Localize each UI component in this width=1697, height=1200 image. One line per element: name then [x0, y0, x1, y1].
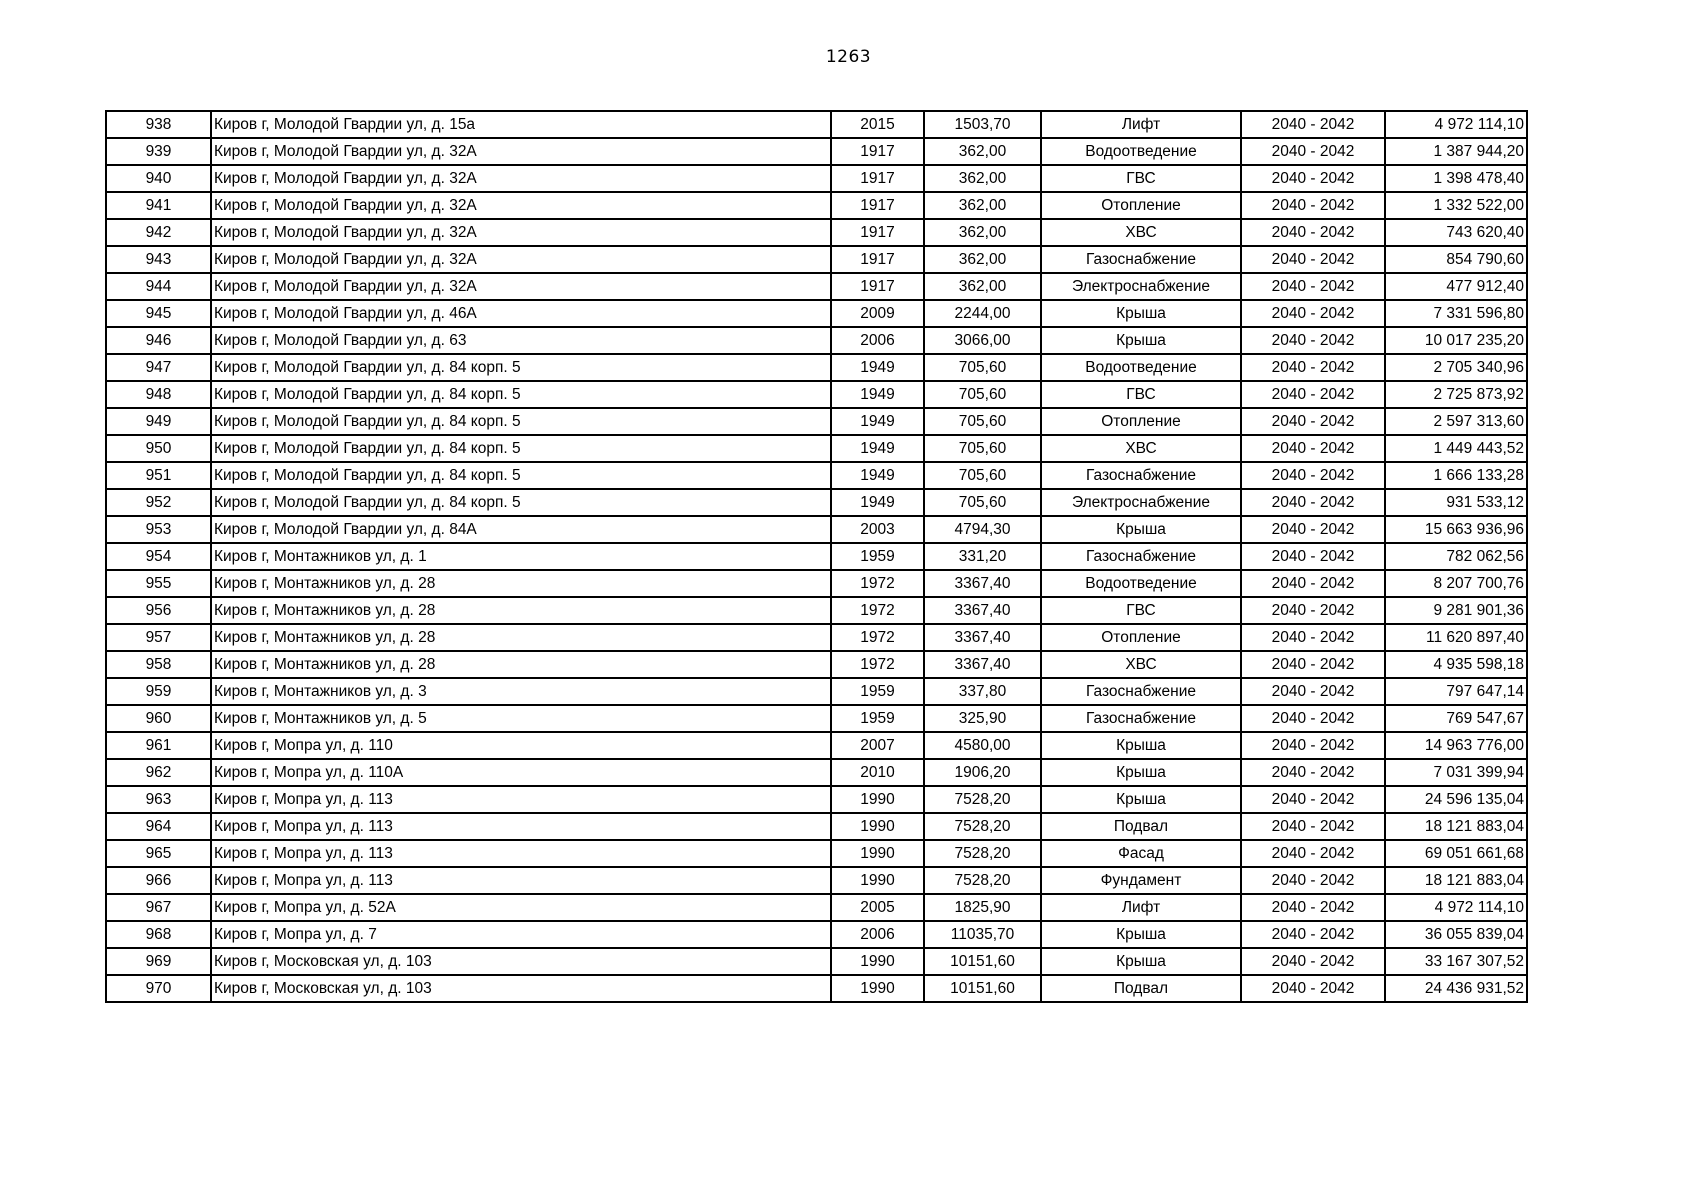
work-type-cell: Лифт [1041, 894, 1241, 921]
row-number-cell: 942 [106, 219, 211, 246]
table-row [106, 597, 1527, 624]
work-type-cell: Отопление [1041, 408, 1241, 435]
address-cell: Киров г, Монтажников ул, д. 3 [211, 678, 831, 705]
build-year-cell: 2006 [831, 921, 924, 948]
row-number-cell: 944 [106, 273, 211, 300]
area-cell: 325,90 [924, 705, 1041, 732]
period-cell: 2040 - 2042 [1241, 597, 1385, 624]
table-row [106, 867, 1527, 894]
address-cell: Киров г, Молодой Гвардии ул, д. 84 корп. 5 [211, 489, 831, 516]
cost-cell: 1 666 133,28 [1385, 462, 1527, 489]
period-cell: 2040 - 2042 [1241, 975, 1385, 1002]
table-row [106, 246, 1527, 273]
row-number-cell: 945 [106, 300, 211, 327]
table-row [106, 192, 1527, 219]
cost-cell: 1 332 522,00 [1385, 192, 1527, 219]
address-cell: Киров г, Молодой Гвардии ул, д. 32А [211, 165, 831, 192]
period-cell: 2040 - 2042 [1241, 246, 1385, 273]
work-type-cell: Крыша [1041, 759, 1241, 786]
period-cell: 2040 - 2042 [1241, 543, 1385, 570]
work-type-cell: Подвал [1041, 975, 1241, 1002]
table-row [106, 435, 1527, 462]
table-row [106, 327, 1527, 354]
period-cell: 2040 - 2042 [1241, 138, 1385, 165]
table-row [106, 732, 1527, 759]
area-cell: 1503,70 [924, 111, 1041, 138]
table-row [106, 516, 1527, 543]
build-year-cell: 2003 [831, 516, 924, 543]
build-year-cell: 1949 [831, 408, 924, 435]
cost-cell: 1 387 944,20 [1385, 138, 1527, 165]
address-cell: Киров г, Мопра ул, д. 110А [211, 759, 831, 786]
build-year-cell: 1917 [831, 273, 924, 300]
address-cell: Киров г, Молодой Гвардии ул, д. 84 корп. 5 [211, 354, 831, 381]
work-type-cell: ХВС [1041, 435, 1241, 462]
period-cell: 2040 - 2042 [1241, 165, 1385, 192]
address-cell: Киров г, Молодой Гвардии ул, д. 32А [211, 246, 831, 273]
work-type-cell: Крыша [1041, 921, 1241, 948]
area-cell: 7528,20 [924, 786, 1041, 813]
work-type-cell: Водоотведение [1041, 354, 1241, 381]
table-row [106, 354, 1527, 381]
period-cell: 2040 - 2042 [1241, 435, 1385, 462]
area-cell: 362,00 [924, 246, 1041, 273]
area-cell: 337,80 [924, 678, 1041, 705]
address-cell: Киров г, Мопра ул, д. 110 [211, 732, 831, 759]
row-number-cell: 966 [106, 867, 211, 894]
cost-cell: 8 207 700,76 [1385, 570, 1527, 597]
work-type-cell: Крыша [1041, 786, 1241, 813]
build-year-cell: 1972 [831, 570, 924, 597]
address-cell: Киров г, Монтажников ул, д. 28 [211, 624, 831, 651]
build-year-cell: 1990 [831, 786, 924, 813]
build-year-cell: 1917 [831, 138, 924, 165]
period-cell: 2040 - 2042 [1241, 705, 1385, 732]
work-type-cell: Газоснабжение [1041, 705, 1241, 732]
cost-cell: 11 620 897,40 [1385, 624, 1527, 651]
area-cell: 7528,20 [924, 840, 1041, 867]
row-number-cell: 950 [106, 435, 211, 462]
area-cell: 4794,30 [924, 516, 1041, 543]
row-number-cell: 959 [106, 678, 211, 705]
work-type-cell: ГВС [1041, 165, 1241, 192]
work-type-cell: Крыша [1041, 948, 1241, 975]
period-cell: 2040 - 2042 [1241, 489, 1385, 516]
area-cell: 705,60 [924, 489, 1041, 516]
build-year-cell: 1949 [831, 381, 924, 408]
table-row [106, 813, 1527, 840]
row-number-cell: 957 [106, 624, 211, 651]
address-cell: Киров г, Молодой Гвардии ул, д. 84А [211, 516, 831, 543]
build-year-cell: 2005 [831, 894, 924, 921]
address-cell: Киров г, Московская ул, д. 103 [211, 975, 831, 1002]
row-number-cell: 962 [106, 759, 211, 786]
area-cell: 362,00 [924, 192, 1041, 219]
period-cell: 2040 - 2042 [1241, 840, 1385, 867]
area-cell: 10151,60 [924, 975, 1041, 1002]
period-cell: 2040 - 2042 [1241, 894, 1385, 921]
table-row [106, 138, 1527, 165]
address-cell: Киров г, Молодой Гвардии ул, д. 84 корп. 5 [211, 381, 831, 408]
cost-cell: 36 055 839,04 [1385, 921, 1527, 948]
table-row [106, 489, 1527, 516]
build-year-cell: 1959 [831, 543, 924, 570]
cost-cell: 15 663 936,96 [1385, 516, 1527, 543]
area-cell: 2244,00 [924, 300, 1041, 327]
address-cell: Киров г, Мопра ул, д. 113 [211, 867, 831, 894]
table-row [106, 219, 1527, 246]
work-type-cell: Подвал [1041, 813, 1241, 840]
area-cell: 705,60 [924, 354, 1041, 381]
area-cell: 331,20 [924, 543, 1041, 570]
work-type-cell: ГВС [1041, 381, 1241, 408]
address-cell: Киров г, Монтажников ул, д. 28 [211, 597, 831, 624]
work-type-cell: Крыша [1041, 732, 1241, 759]
row-number-cell: 955 [106, 570, 211, 597]
table-row [106, 408, 1527, 435]
cost-cell: 931 533,12 [1385, 489, 1527, 516]
address-cell: Киров г, Молодой Гвардии ул, д. 84 корп. 5 [211, 435, 831, 462]
row-number-cell: 938 [106, 111, 211, 138]
build-year-cell: 1959 [831, 678, 924, 705]
cost-cell: 4 972 114,10 [1385, 894, 1527, 921]
row-number-cell: 956 [106, 597, 211, 624]
cost-cell: 797 647,14 [1385, 678, 1527, 705]
table-row [106, 975, 1527, 1002]
table-row [106, 543, 1527, 570]
row-number-cell: 954 [106, 543, 211, 570]
address-cell: Киров г, Мопра ул, д. 113 [211, 840, 831, 867]
row-number-cell: 943 [106, 246, 211, 273]
row-number-cell: 963 [106, 786, 211, 813]
cost-cell: 9 281 901,36 [1385, 597, 1527, 624]
address-cell: Киров г, Молодой Гвардии ул, д. 63 [211, 327, 831, 354]
table-row [106, 840, 1527, 867]
period-cell: 2040 - 2042 [1241, 651, 1385, 678]
cost-cell: 24 436 931,52 [1385, 975, 1527, 1002]
work-type-cell: Отопление [1041, 624, 1241, 651]
build-year-cell: 1990 [831, 840, 924, 867]
period-cell: 2040 - 2042 [1241, 219, 1385, 246]
area-cell: 705,60 [924, 408, 1041, 435]
cost-cell: 24 596 135,04 [1385, 786, 1527, 813]
table-body [106, 111, 1527, 1002]
cost-cell: 18 121 883,04 [1385, 813, 1527, 840]
row-number-cell: 941 [106, 192, 211, 219]
row-number-cell: 940 [106, 165, 211, 192]
period-cell: 2040 - 2042 [1241, 516, 1385, 543]
period-cell: 2040 - 2042 [1241, 570, 1385, 597]
area-cell: 3367,40 [924, 597, 1041, 624]
area-cell: 7528,20 [924, 867, 1041, 894]
table-row [106, 381, 1527, 408]
address-cell: Киров г, Молодой Гвардии ул, д. 84 корп. 5 [211, 462, 831, 489]
work-type-cell: Лифт [1041, 111, 1241, 138]
period-cell: 2040 - 2042 [1241, 273, 1385, 300]
work-type-cell: Газоснабжение [1041, 678, 1241, 705]
cost-cell: 769 547,67 [1385, 705, 1527, 732]
address-cell: Киров г, Монтажников ул, д. 28 [211, 651, 831, 678]
address-cell: Киров г, Мопра ул, д. 7 [211, 921, 831, 948]
area-cell: 7528,20 [924, 813, 1041, 840]
work-type-cell: Крыша [1041, 300, 1241, 327]
table-row [106, 300, 1527, 327]
row-number-cell: 947 [106, 354, 211, 381]
work-type-cell: Водоотведение [1041, 570, 1241, 597]
build-year-cell: 1959 [831, 705, 924, 732]
work-type-cell: Газоснабжение [1041, 543, 1241, 570]
page-number: 1263 [825, 47, 872, 67]
build-year-cell: 1949 [831, 435, 924, 462]
area-cell: 362,00 [924, 219, 1041, 246]
area-cell: 3367,40 [924, 624, 1041, 651]
build-year-cell: 1949 [831, 489, 924, 516]
area-cell: 362,00 [924, 273, 1041, 300]
row-number-cell: 939 [106, 138, 211, 165]
row-number-cell: 953 [106, 516, 211, 543]
table-row [106, 948, 1527, 975]
table-row [106, 678, 1527, 705]
address-cell: Киров г, Молодой Гвардии ул, д. 46А [211, 300, 831, 327]
address-cell: Киров г, Молодой Гвардии ул, д. 32А [211, 219, 831, 246]
build-year-cell: 1917 [831, 192, 924, 219]
row-number-cell: 970 [106, 975, 211, 1002]
period-cell: 2040 - 2042 [1241, 867, 1385, 894]
cost-cell: 10 017 235,20 [1385, 327, 1527, 354]
cost-cell: 2 705 340,96 [1385, 354, 1527, 381]
work-type-cell: ГВС [1041, 597, 1241, 624]
work-type-cell: Фундамент [1041, 867, 1241, 894]
table-row [106, 894, 1527, 921]
area-cell: 4580,00 [924, 732, 1041, 759]
row-number-cell: 965 [106, 840, 211, 867]
period-cell: 2040 - 2042 [1241, 111, 1385, 138]
cost-cell: 854 790,60 [1385, 246, 1527, 273]
work-type-cell: ХВС [1041, 651, 1241, 678]
table-row [106, 705, 1527, 732]
table-row [106, 111, 1527, 138]
work-type-cell: Крыша [1041, 516, 1241, 543]
cost-cell: 7 331 596,80 [1385, 300, 1527, 327]
table-row [106, 624, 1527, 651]
work-type-cell: Электроснабжение [1041, 489, 1241, 516]
row-number-cell: 961 [106, 732, 211, 759]
period-cell: 2040 - 2042 [1241, 408, 1385, 435]
row-number-cell: 949 [106, 408, 211, 435]
area-cell: 3367,40 [924, 651, 1041, 678]
build-year-cell: 1917 [831, 165, 924, 192]
area-cell: 3066,00 [924, 327, 1041, 354]
address-cell: Киров г, Мопра ул, д. 113 [211, 813, 831, 840]
work-type-cell: Фасад [1041, 840, 1241, 867]
period-cell: 2040 - 2042 [1241, 813, 1385, 840]
period-cell: 2040 - 2042 [1241, 381, 1385, 408]
work-type-cell: Электроснабжение [1041, 273, 1241, 300]
cost-cell: 7 031 399,94 [1385, 759, 1527, 786]
build-year-cell: 1972 [831, 597, 924, 624]
period-cell: 2040 - 2042 [1241, 732, 1385, 759]
row-number-cell: 960 [106, 705, 211, 732]
cost-cell: 69 051 661,68 [1385, 840, 1527, 867]
row-number-cell: 964 [106, 813, 211, 840]
cost-cell: 782 062,56 [1385, 543, 1527, 570]
period-cell: 2040 - 2042 [1241, 786, 1385, 813]
cost-cell: 4 972 114,10 [1385, 111, 1527, 138]
area-cell: 705,60 [924, 435, 1041, 462]
cost-cell: 18 121 883,04 [1385, 867, 1527, 894]
build-year-cell: 1972 [831, 651, 924, 678]
build-year-cell: 1917 [831, 219, 924, 246]
address-cell: Киров г, Молодой Гвардии ул, д. 15а [211, 111, 831, 138]
area-cell: 362,00 [924, 138, 1041, 165]
row-number-cell: 968 [106, 921, 211, 948]
period-cell: 2040 - 2042 [1241, 192, 1385, 219]
address-cell: Киров г, Мопра ул, д. 52А [211, 894, 831, 921]
address-cell: Киров г, Молодой Гвардии ул, д. 32А [211, 138, 831, 165]
table-row [106, 921, 1527, 948]
table-row [106, 570, 1527, 597]
period-cell: 2040 - 2042 [1241, 300, 1385, 327]
cost-cell: 33 167 307,52 [1385, 948, 1527, 975]
build-year-cell: 1972 [831, 624, 924, 651]
area-cell: 3367,40 [924, 570, 1041, 597]
address-cell: Киров г, Молодой Гвардии ул, д. 32А [211, 192, 831, 219]
period-cell: 2040 - 2042 [1241, 462, 1385, 489]
cost-cell: 2 597 313,60 [1385, 408, 1527, 435]
address-cell: Киров г, Мопра ул, д. 113 [211, 786, 831, 813]
build-year-cell: 1949 [831, 354, 924, 381]
build-year-cell: 1949 [831, 462, 924, 489]
table-row [106, 462, 1527, 489]
table-row [106, 165, 1527, 192]
table-row [106, 786, 1527, 813]
row-number-cell: 967 [106, 894, 211, 921]
table-row [106, 759, 1527, 786]
row-number-cell: 958 [106, 651, 211, 678]
build-year-cell: 2007 [831, 732, 924, 759]
row-number-cell: 951 [106, 462, 211, 489]
build-year-cell: 1917 [831, 246, 924, 273]
period-cell: 2040 - 2042 [1241, 921, 1385, 948]
area-cell: 362,00 [924, 165, 1041, 192]
work-type-cell: Крыша [1041, 327, 1241, 354]
build-year-cell: 1990 [831, 975, 924, 1002]
row-number-cell: 946 [106, 327, 211, 354]
build-year-cell: 2009 [831, 300, 924, 327]
cost-cell: 4 935 598,18 [1385, 651, 1527, 678]
area-cell: 705,60 [924, 462, 1041, 489]
address-cell: Киров г, Монтажников ул, д. 5 [211, 705, 831, 732]
build-year-cell: 2015 [831, 111, 924, 138]
row-number-cell: 969 [106, 948, 211, 975]
area-cell: 705,60 [924, 381, 1041, 408]
work-type-cell: Газоснабжение [1041, 246, 1241, 273]
cost-cell: 1 398 478,40 [1385, 165, 1527, 192]
cost-cell: 1 449 443,52 [1385, 435, 1527, 462]
work-type-cell: Водоотведение [1041, 138, 1241, 165]
period-cell: 2040 - 2042 [1241, 624, 1385, 651]
cost-cell: 743 620,40 [1385, 219, 1527, 246]
cost-cell: 2 725 873,92 [1385, 381, 1527, 408]
table-row [106, 273, 1527, 300]
build-year-cell: 2010 [831, 759, 924, 786]
address-cell: Киров г, Молодой Гвардии ул, д. 84 корп. 5 [211, 408, 831, 435]
build-year-cell: 1990 [831, 813, 924, 840]
build-year-cell: 1990 [831, 948, 924, 975]
address-cell: Киров г, Московская ул, д. 103 [211, 948, 831, 975]
area-cell: 1825,90 [924, 894, 1041, 921]
area-cell: 1906,20 [924, 759, 1041, 786]
area-cell: 10151,60 [924, 948, 1041, 975]
table-row [106, 651, 1527, 678]
build-year-cell: 1990 [831, 867, 924, 894]
period-cell: 2040 - 2042 [1241, 678, 1385, 705]
work-type-cell: Отопление [1041, 192, 1241, 219]
cost-cell: 14 963 776,00 [1385, 732, 1527, 759]
period-cell: 2040 - 2042 [1241, 354, 1385, 381]
row-number-cell: 948 [106, 381, 211, 408]
work-type-cell: ХВС [1041, 219, 1241, 246]
capital-repair-table [105, 110, 1528, 1003]
period-cell: 2040 - 2042 [1241, 948, 1385, 975]
period-cell: 2040 - 2042 [1241, 327, 1385, 354]
address-cell: Киров г, Монтажников ул, д. 1 [211, 543, 831, 570]
build-year-cell: 2006 [831, 327, 924, 354]
row-number-cell: 952 [106, 489, 211, 516]
work-type-cell: Газоснабжение [1041, 462, 1241, 489]
address-cell: Киров г, Молодой Гвардии ул, д. 32А [211, 273, 831, 300]
cost-cell: 477 912,40 [1385, 273, 1527, 300]
period-cell: 2040 - 2042 [1241, 759, 1385, 786]
address-cell: Киров г, Монтажников ул, д. 28 [211, 570, 831, 597]
area-cell: 11035,70 [924, 921, 1041, 948]
